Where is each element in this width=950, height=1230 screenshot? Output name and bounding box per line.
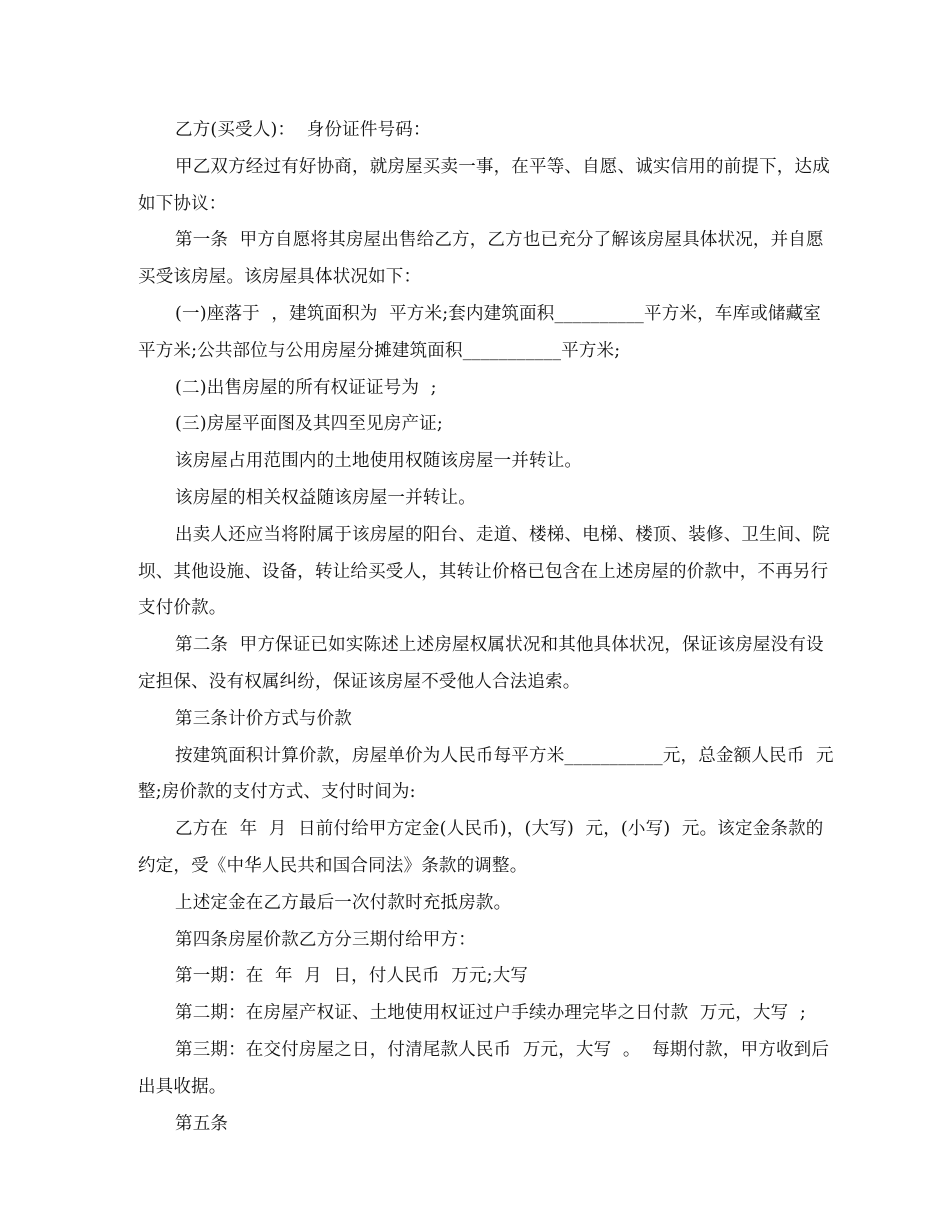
- paragraph-preamble: 甲乙双方经过有好协商，就房屋买卖一事，在平等、自愿、诚实信用的前提下，达成如下协议：: [138, 156, 830, 214]
- paragraph-installment-1: 第一期：在 年 月 日，付人民币 万元;大写: [175, 966, 529, 987]
- paragraph-attachments: 出卖人还应当将附属于该房屋的阳台、走道、楼梯、电梯、楼顶、装修、卫生间、院坝、其他设施、设备，转让给买受人，其转让价格已包含在上述房屋的价款中，不再另行支付价款。: [138, 524, 830, 619]
- paragraph-article-5-title: 第五条: [175, 1113, 229, 1134]
- document-body: [138, 112, 838, 1142]
- paragraph-article-3-title: 第三条计价方式与价款: [175, 708, 352, 729]
- paragraph-installment-2: 第二期：在房屋产权证、土地使用权证过户手续办理完毕之日付款 万元，大写 ;: [175, 1003, 806, 1024]
- paragraph-article-4-title: 第四条房屋价款乙方分三期付给甲方：: [175, 929, 476, 950]
- paragraph-item-1: (一)座落于 ，建筑面积为 平方米;套内建筑面积__________平方米，车库或储藏室 平方米;公共部位与公用房屋分摊建筑面积___________平方米;: [138, 303, 833, 361]
- paragraph-item-3: (三)房屋平面图及其四至见房产证;: [175, 414, 443, 435]
- paragraph-item-2: (二)出售房屋的所有权证证号为 ;: [175, 377, 437, 398]
- paragraph-deposit-offset: 上述定金在乙方最后一次付款时充抵房款。: [175, 892, 512, 913]
- paragraph-article-2: 第二条 甲方保证已如实陈述上述房屋权属状况和其他具体状况，保证该房屋没有设定担保、没有权属纠纷，保证该房屋不受他人合法追索。: [138, 635, 824, 692]
- paragraph-deposit: 乙方在 年 月 日前付给甲方定金(人民币)，(大写) 元，(小写) 元。该定金条款的约定，受《中华人民共和国合同法》条款的调整。: [138, 819, 824, 876]
- paragraph-land-use: 该房屋占用范围内的土地使用权随该房屋一并转让。: [175, 451, 583, 472]
- paragraph-party-b: 乙方(买受人)： 身份证件号码：: [175, 120, 431, 140]
- paragraph-installment-3: 第三期：在交付房屋之日，付清尾款人民币 万元，大写 。 每期付款，甲方收到后出具收据。: [138, 1039, 830, 1097]
- paragraph-rights: 该房屋的相关权益随该房屋一并转让。: [175, 487, 476, 508]
- paragraph-article-1: 第一条 甲方自愿将其房屋出售给乙方，乙方也已充分了解该房屋具体状况，并自愿买受该房屋。该房屋具体状况如下：: [138, 230, 824, 288]
- paragraph-pricing: 按建筑面积计算价款，房屋单价为人民币每平方米___________元，总金额人民币 元整;房价款的支付方式、支付时间为:: [138, 745, 834, 803]
